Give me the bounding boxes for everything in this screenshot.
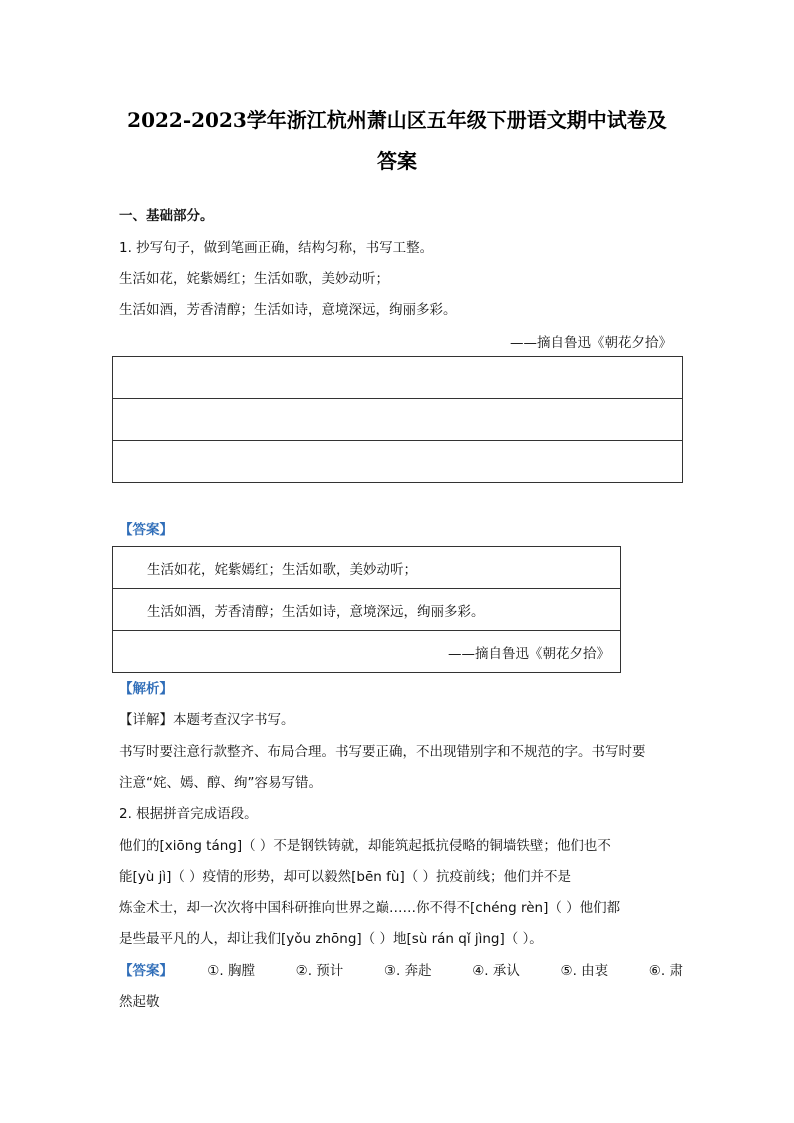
answer-item: ④. 承认 (472, 963, 520, 979)
section-heading: 一、基础部分。 (119, 208, 214, 224)
answer-item: ⑥. 肃 (648, 963, 683, 979)
q1-explain-1: 书写时要注意行款整齐、布局合理。书写要正确，不出现错别字和不规范的字。书写时要 (119, 744, 646, 760)
q1-source: ——摘自鲁迅《朝花夕拾》 (510, 335, 672, 351)
answer-row: 生活如酒，芳香清醇；生活如诗，意境深远，绚丽多彩。 (113, 589, 621, 631)
q1-analysis-label: 【解析】 (119, 681, 173, 697)
writing-row[interactable] (113, 399, 683, 441)
page-title-line1: 2022-2023学年浙江杭州萧山区五年级下册语文期中试卷及 (127, 108, 667, 132)
q2-line-1: 他们的[xiōng táng]（ ）不是钢铁铸就，却能筑起抵抗侵略的铜墙铁壁；他们也不 (119, 838, 611, 854)
answer-grid (112, 546, 621, 673)
q1-detail: 【详解】本题考查汉字书写。 (119, 712, 295, 728)
q2-answer-label: 【答案】 (119, 963, 173, 979)
q2-answer-line (119, 961, 689, 981)
writing-row[interactable] (113, 441, 683, 483)
answer-item: ⑤. 由衷 (560, 963, 609, 979)
q1-answer-label: 【答案】 (119, 522, 173, 538)
writing-row[interactable] (113, 357, 683, 399)
q2-prompt: 2. 根据拼音完成语段。 (119, 806, 258, 822)
q1-prompt: 1. 抄写句子，做到笔画正确，结构匀称，书写工整。 (119, 240, 434, 256)
page-title-line2: 答案 (377, 149, 417, 173)
q2-line-3: 炼金术士，却一次次将中国科研推向世界之巅……你不得不[chéng rèn]（ ）他们都 (119, 900, 621, 916)
q2-line-2: 能[yù jì]（ ）疫情的形势，却可以毅然[bēn fù]（ ）抗疫前线；他们并不是 (119, 869, 572, 885)
answer-item: ①. 胸膛 (207, 963, 255, 979)
answer-item: ②. 预计 (295, 963, 344, 979)
writing-grid (112, 356, 683, 483)
answer-row: 生活如花，姹紫嫣红；生活如歌，美妙动听； (113, 547, 621, 589)
answer-source-row: ——摘自鲁迅《朝花夕拾》 (113, 631, 621, 673)
q1-sentence-1: 生活如花，姹紫嫣红；生活如歌，美妙动听； (119, 271, 389, 287)
q2-line-4: 是些最平凡的人，却让我们[yǒu zhōng]（ ）地[sù rán qǐ jìng]（ ）。 (119, 931, 543, 947)
q2-answer-wrap: 然起敬 (119, 994, 160, 1010)
answer-item: ③. 奔赴 (383, 963, 432, 979)
q1-explain-2: 注意“姹、嫣、醇、绚”容易写错。 (119, 775, 322, 791)
q1-sentence-2: 生活如酒，芳香清醇；生活如诗，意境深远，绚丽多彩。 (119, 302, 457, 318)
